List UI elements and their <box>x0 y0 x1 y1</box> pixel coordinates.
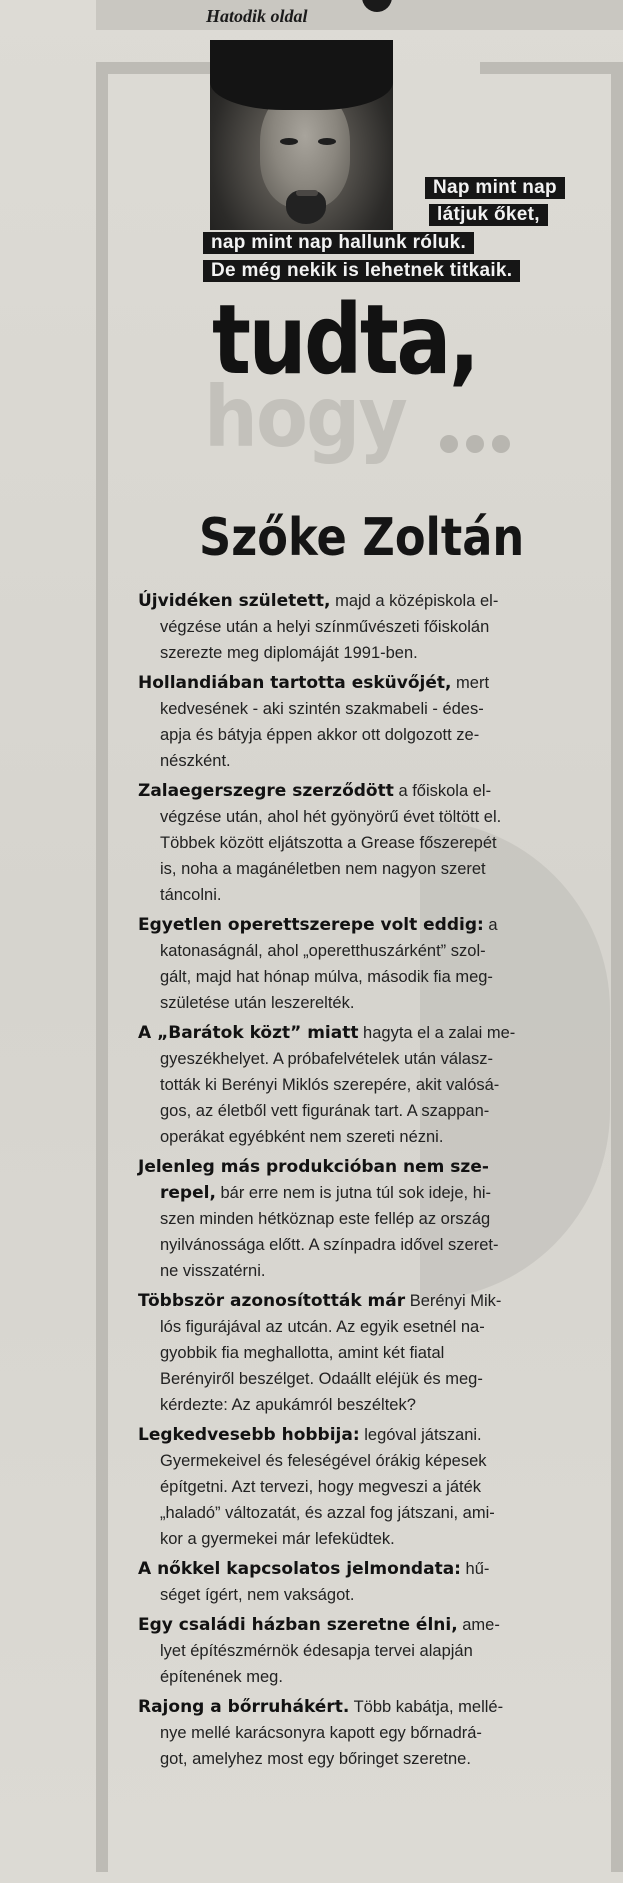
fact-line: kedvesének - aki szintén szakmabeli - édes- <box>160 700 484 718</box>
fact-line <box>138 778 598 804</box>
fact-text: majd a középiskola el- <box>330 592 499 610</box>
fact-item <box>138 670 598 774</box>
fact-lead: Újvidéken született, <box>138 591 331 611</box>
fact-text: Több kabátja, mellé- <box>349 1698 504 1716</box>
fact-text: a <box>483 916 498 934</box>
fact-line <box>138 670 598 696</box>
fact-lead: Hollandiában tartotta esküvőjét, <box>138 673 452 693</box>
fact-lead: Legkedvesebb hobbija: <box>138 1425 360 1445</box>
fact-item <box>138 778 598 908</box>
fact-item <box>138 1556 598 1608</box>
fact-line: Többek között eljátszotta a Grease főszerepét <box>160 834 497 852</box>
fact-item <box>138 588 598 666</box>
fact-lead: Zalaegerszegre szerződött <box>138 781 394 801</box>
fact-text: mert <box>451 674 490 692</box>
portrait-mouth <box>296 190 318 196</box>
fact-line: nyilvánossága előtt. A színpadra idővel szeret- <box>160 1236 499 1254</box>
fact-item <box>138 1020 598 1150</box>
fact-item <box>138 1612 598 1690</box>
fact-lead-continued: repel, <box>160 1183 216 1203</box>
fact-line: kérdezte: Az apukámról beszéltek? <box>160 1396 416 1414</box>
frame-border-right <box>611 62 623 1872</box>
tagline-line-3: nap mint nap hallunk róluk. <box>203 232 474 254</box>
fact-line: operákat egyébként nem szereti nézni. <box>160 1128 444 1146</box>
tagline-line-2: látjuk őket, <box>429 204 548 226</box>
fact-line: építgetni. Azt tervezi, hogy megveszi a játék <box>160 1478 482 1496</box>
fact-line: szerezte meg diplomáját 1991-ben. <box>160 644 418 662</box>
fact-line <box>138 1154 598 1180</box>
fact-lead: Többször azonosították már <box>138 1291 406 1311</box>
portrait-eye-right <box>318 138 336 145</box>
fact-lead: Rajong a bőrruhákért. <box>138 1697 350 1717</box>
fact-line: gált, majd hat hónap múlva, második fia meg- <box>160 968 493 986</box>
frame-border-top <box>96 62 216 74</box>
fact-line: lyet építészmérnök édesapja tervei alapján <box>160 1642 473 1660</box>
title-ellipsis-dots <box>440 435 518 458</box>
fact-line: ne visszatérni. <box>160 1262 266 1280</box>
fact-item <box>138 1422 598 1552</box>
fact-text: bár erre nem is jutna túl sok ideje, hi- <box>215 1184 492 1202</box>
fact-line <box>138 1556 598 1582</box>
fact-line: kor a gyermekei már lefeküdtek. <box>160 1530 395 1548</box>
portrait-hair <box>210 40 393 110</box>
fact-lead: Jelenleg más produkcióban nem sze- <box>138 1157 489 1177</box>
fact-text: ame- <box>457 1616 500 1634</box>
fact-line: Gyermekeivel és feleségével órákig képesek <box>160 1452 487 1470</box>
fact-line: építenének meg. <box>160 1668 283 1686</box>
fact-line: tották ki Berényi Miklós szerepére, akit valósá- <box>160 1076 500 1094</box>
fact-line <box>138 1694 598 1720</box>
fact-line: születése után leszerelték. <box>160 994 355 1012</box>
fact-item <box>138 1154 598 1284</box>
person-name: Szőke Zoltán <box>199 508 525 568</box>
fact-lead: A nőkkel kapcsolatos jelmondata: <box>138 1559 461 1579</box>
fact-line: végzése után, ahol hét gyönyörű évet töltött el. <box>160 808 502 826</box>
fact-text: hű- <box>460 1560 490 1578</box>
portrait-photo <box>210 40 393 230</box>
fact-item <box>138 1694 598 1772</box>
section-label: Hatodik oldal <box>206 6 308 26</box>
fact-line: gyeszékhelyet. A próbafelvételek után válasz- <box>160 1050 493 1068</box>
fact-line: katonaságnál, ahol „operetthuszárként” szol- <box>160 942 486 960</box>
fact-line <box>138 1180 598 1206</box>
fact-line: apja és bátyja éppen akkor ott dolgozott ze- <box>160 726 480 744</box>
fact-line <box>138 1288 598 1314</box>
tagline-line-1: Nap mint nap <box>425 177 565 199</box>
title-main: tudta, <box>212 284 478 396</box>
fact-line <box>138 1422 598 1448</box>
fact-line <box>138 1612 598 1638</box>
fact-line: gos, az életből vett figurának tart. A szappan- <box>160 1102 490 1120</box>
fact-line <box>138 1020 598 1046</box>
fact-line: szen minden hétköznap este fellép az ország <box>160 1210 491 1228</box>
fact-text: legóval játszani. <box>359 1426 482 1444</box>
fact-item <box>138 912 598 1016</box>
fact-text: hagyta el a zalai me- <box>358 1024 516 1042</box>
fact-lead: A „Barátok közt” miatt <box>138 1023 359 1043</box>
fact-line <box>138 588 598 614</box>
fact-line: nye mellé karácsonyra kapott egy bőrnadrá- <box>160 1724 482 1742</box>
fact-item <box>138 1288 598 1418</box>
header-strip <box>96 0 623 30</box>
fact-text: a főiskola el- <box>393 782 492 800</box>
fact-line: táncolni. <box>160 886 222 904</box>
frame-border-top-right <box>480 62 623 74</box>
fact-lead: Egy családi házban szeretne élni, <box>138 1615 458 1635</box>
tagline-line-4: De még nekik is lehetnek titkaik. <box>203 260 520 282</box>
fact-line: gyobbik fia meghallotta, amint két fiatal <box>160 1344 445 1362</box>
frame-border-left <box>96 62 108 1872</box>
fact-line: nészként. <box>160 752 231 770</box>
fact-line: lós figurájával az utcán. Az egyik esetnél na- <box>160 1318 485 1336</box>
title-sub: hogy <box>204 368 406 466</box>
fact-line: séget ígért, nem vakságot. <box>160 1586 355 1604</box>
fact-line: Berényiről beszélget. Odaállt eléjük és meg- <box>160 1370 483 1388</box>
fact-text: Berényi Mik- <box>405 1292 502 1310</box>
fact-line <box>138 912 598 938</box>
fact-line: got, amelyhez most egy bőringet szeretne. <box>160 1750 471 1768</box>
fact-line: is, noha a magánéletben nem nagyon szeret <box>160 860 486 878</box>
fact-lead: Egyetlen operettszerepe volt eddig: <box>138 915 484 935</box>
portrait-eye-left <box>280 138 298 145</box>
facts-list <box>138 588 598 1776</box>
fact-line: „haladó” változatát, és azzal fog játszani, ami- <box>160 1504 495 1522</box>
fact-line: végzése után a helyi színművészeti főiskolán <box>160 618 490 636</box>
